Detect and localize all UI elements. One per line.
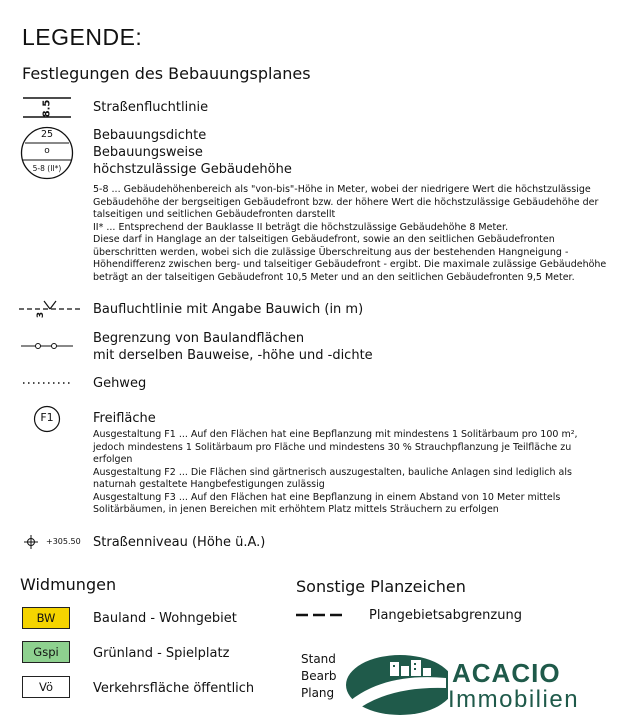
widmungen-heading: Widmungen xyxy=(20,575,117,594)
note-line: Höhendifferenz zwischen berg- und talseitiger Gebäudefront - ergibt. Die maximale zulässige Gebäudehöhe xyxy=(93,259,607,270)
begrenzung-symbol xyxy=(20,340,74,352)
circle-mid-value: o xyxy=(44,146,50,156)
plangebiet-label: Plangebietsabgrenzung xyxy=(369,608,522,623)
note-line: Solitärbäumen, in jenen Bereichen mit erhöhtem Platz mittels Sträuchern zu erfolgen xyxy=(93,504,499,515)
freiflaeche-notes xyxy=(93,429,633,517)
logo-tagline: Immobilien xyxy=(448,686,580,713)
note-line: überschritten werden, wobei sich die zulässige Überschreitung aus der bestehenden Hangneigung - xyxy=(93,246,569,258)
acacio-logo xyxy=(338,650,448,720)
freiflaeche-label: Freifläche xyxy=(93,411,156,426)
sonstige-heading: Sonstige Planzeichen xyxy=(296,577,466,596)
note-line: Diese darf in Hanglage an der talseitigen Gebäudefront, sowie an den seitlichen Gebäudefronten xyxy=(93,234,555,245)
stand-label: Stand xyxy=(301,652,336,666)
note-line: II* ... Entsprechend der Bauklasse II beträgt die höchstzulässige Gebäudehöhe 8 Meter. xyxy=(93,221,509,233)
plangebiet-symbol xyxy=(296,612,346,618)
circle-bottom-value: 5-8 (II*) xyxy=(32,164,62,173)
gehweg-symbol xyxy=(22,378,74,388)
strassenniveau-label: Straßenniveau (Höhe ü.A.) xyxy=(93,535,266,550)
baufluchtlinie-symbol xyxy=(18,296,82,322)
widmung-gspi-box: Gspi xyxy=(22,641,70,663)
circle-label-hoehe: höchstzulässige Gebäudehöhe xyxy=(93,162,292,177)
begrenzung-label-2: mit derselben Bauweise, -höhe und -dichte xyxy=(93,348,373,363)
begrenzung-label-1: Begrenzung von Baulandflächen xyxy=(93,331,305,346)
logo-name: ACACIO xyxy=(452,658,561,688)
strassenniveau-value: +305.50 xyxy=(46,537,81,546)
bearbeitung-label: Bearb xyxy=(301,669,337,683)
note-line: jedoch mindestens 1 Solitärbaum pro Fläche und mindestens 30 % Strauchpflanzung je Teilfläche zu xyxy=(93,441,572,453)
section-title: Festlegungen des Bebauungsplanes xyxy=(22,64,311,83)
note-line: 5-8 ... Gebäudehöhenbereich als "von-bis"-Höhe in Meter, wobei der niedrigere Wert die höchstzulässige xyxy=(93,184,591,195)
freiflaeche-code: F1 xyxy=(40,411,54,424)
circle-notes xyxy=(93,184,633,284)
note-line: naturnah gestaltete Hangbefestigungen zulässig xyxy=(93,479,325,490)
note-line: talseitigen und seitlichen Gebäudefronten darstellt xyxy=(93,209,336,220)
gehweg-label: Gehweg xyxy=(93,376,147,391)
plangrundlage-label: Plang xyxy=(301,686,335,700)
circle-label-dichte: Bebauungsdichte xyxy=(93,128,207,143)
widmung-voe-box: Vö xyxy=(22,676,70,698)
note-line: erfolgen xyxy=(93,454,133,465)
circle-label-weise: Bebauungsweise xyxy=(93,145,203,160)
fluchtlinie-value: 8.5 xyxy=(41,99,53,117)
note-line: Ausgestaltung F3 ... Auf den Flächen hat eine Bepflanzung in einem Abstand von 10 Meter mittels xyxy=(93,491,561,503)
widmung-gspi-label: Grünland - Spielplatz xyxy=(93,646,230,661)
note-line: Ausgestaltung F1 ... Auf den Flächen hat eine Bepflanzung mit mindestens 1 Solitärbaum pro 100 m², xyxy=(93,429,578,440)
widmung-voe-label: Verkehrsfläche öffentlich xyxy=(93,681,255,696)
crosshair-icon xyxy=(24,535,38,549)
baufluchtlinie-label: Baufluchtlinie mit Angabe Bauwich (in m) xyxy=(93,302,364,317)
circle-top-value: 25 xyxy=(40,129,54,140)
note-line: Ausgestaltung F2 ... Die Flächen sind gärtnerisch auszugestalten, bauliche Anlagen sind lediglich als xyxy=(93,466,572,478)
baufluchtlinie-value: 3 xyxy=(35,311,46,319)
note-line: Gebäudehöhe der bergseitigen Gebäudefront bzw. der höhere Wert die höchstzulässige Gebäudehöhe der xyxy=(93,196,599,208)
widmung-bw-box: BW xyxy=(22,607,70,629)
page-title: LEGENDE: xyxy=(22,24,143,50)
fluchtlinie-label: Straßenfluchtlinie xyxy=(93,100,209,115)
note-line: beträgt an der talseitigen Gebäudefront 10,5 Meter und an den seitlichen Gebäudefronten 9,5 Meter. xyxy=(93,271,575,283)
widmung-bw-label: Bauland - Wohngebiet xyxy=(93,611,237,626)
